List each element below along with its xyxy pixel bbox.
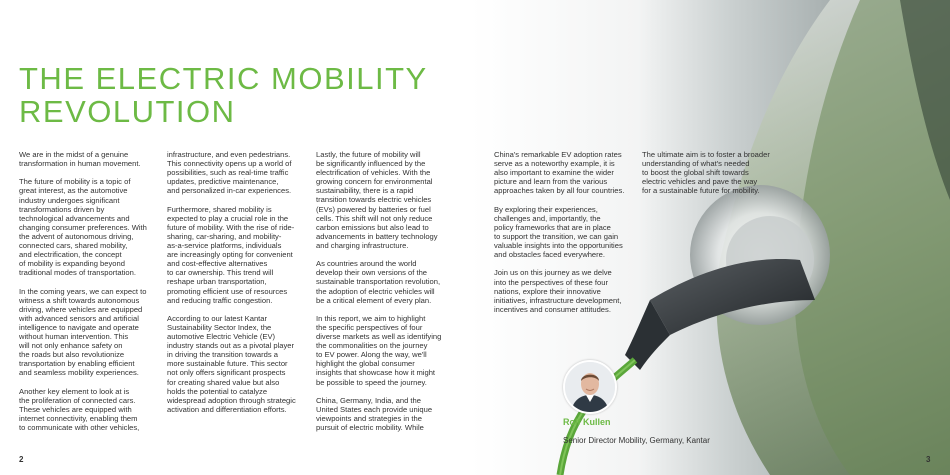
paragraph: As countries around the world develop their own versions of the sustainable transportation revolution, the adoption of electric vehicles will be a critical element of every plan. bbox=[316, 259, 441, 305]
text-column-5 bbox=[642, 150, 792, 205]
text-column-3 bbox=[316, 150, 461, 441]
paragraph: In this report, we aim to highlight the specific perspectives of four diverse markets as well as identifying the commonalities on the journey to EV power. Along the way, we'll highlight the global consumer insights that showcase how it might be possible to speed the journey. bbox=[316, 313, 442, 387]
paragraph: The ultimate aim is to foster a broader understanding of what's needed to boost the global shift towards electric vehicles and pave the way for a sustainable future for mobility. bbox=[642, 150, 770, 196]
paragraph: Furthermore, shared mobility is expected to play a crucial role in the future of mobility. With the rise of ride- sharing, car-sharing, and mobility- as-a-service platforms, individuals are increasingly opting for convenient and cost-effective alternatives to car ownership. This trend will reshape urban transportation, promoting efficient use of resources and reducing traffic congestion. bbox=[167, 204, 295, 305]
paragraph: By exploring their experiences, challenges and, importantly, the policy frameworks that are in place to support the transition, we can gain valuable insights into the opportunities and obstacles faced everywhere. bbox=[494, 204, 623, 260]
title-text: THE ELECTRIC MOBILITY REVOLUTION bbox=[19, 61, 428, 129]
paragraph: In the coming years, we can expect to witness a shift towards autonomous driving, where vehicles are equipped with advanced sensors and artificial intelligence to navigate and operate without human intervention. This will not only enhance safety on the roads but also revolutionize transportation by enabling efficient and seamless mobility experiences. bbox=[19, 286, 147, 378]
page-title bbox=[19, 62, 459, 128]
paragraph: According to our latest Kantar Sustainability Sector Index, the automotive Electric Vehicle (EV) industry stands out as a pivotal player in driving the transition towards a more sustainable future. This sector not only offers significant prospects for creating shared value but also holds the potential to catalyze widespread adoption through strategic activation and differentiation efforts. bbox=[167, 313, 296, 414]
paragraph: The future of mobility is a topic of great interest, as the automotive industry undergoes significant transformations driven by technological advancements and changing consumer preferences. With the advent of autonomous driving, connected cars, shared mobility, and electrification, the concept of mobility is expanding beyond traditional modes of transportation. bbox=[19, 177, 147, 278]
paragraph: infrastructure, and even pedestrians. This connectivity opens up a world of possibilities, such as real-time traffic updates, predictive maintenance, and personalized in-car experiences. bbox=[167, 150, 292, 196]
paragraph: Another key element to look at is the proliferation of connected cars. These vehicles are equipped with internet connectivity, enabling them to communicate with other vehicles, bbox=[19, 386, 140, 433]
paragraph: Lastly, the future of mobility will be significantly influenced by the electrification of vehicles. With the growing concern for environmental sustainability, there is a rapid transition towards electric vehicles (EVs) powered by batteries or fuel cells. This shift will not only reduce carbon emissions but also lead to advancements in battery technology and charging infrastructure. bbox=[316, 150, 438, 250]
paragraph: We are in the midst of a genuine transformation in human movement. bbox=[19, 150, 141, 169]
paragraph: Join us on this journey as we delve into the perspectives of these four nations, explore their innovative initiatives, infrastructure development, incentives and consumer attitudes. bbox=[494, 268, 622, 314]
text-column-4 bbox=[494, 150, 644, 323]
text-column-1 bbox=[19, 150, 164, 441]
page-number-right: 3 bbox=[926, 455, 931, 464]
page-number-left: 2 bbox=[19, 455, 24, 464]
author-role: Senior Director Mobility, Germany, Kantar bbox=[563, 436, 710, 445]
person-portrait-icon bbox=[565, 362, 615, 412]
author-name: Rolf Kullen bbox=[563, 417, 611, 427]
paragraph: China's remarkable EV adoption rates serve as a noteworthy example, it is also important to examine the wider picture and learn from the various approaches taken by all four countries. bbox=[494, 150, 625, 196]
avatar bbox=[563, 360, 617, 414]
paragraph: China, Germany, India, and the United States each provide unique viewpoints and strategies in the pursuit of electric mobility. While bbox=[316, 395, 433, 433]
text-column-2 bbox=[167, 150, 312, 423]
